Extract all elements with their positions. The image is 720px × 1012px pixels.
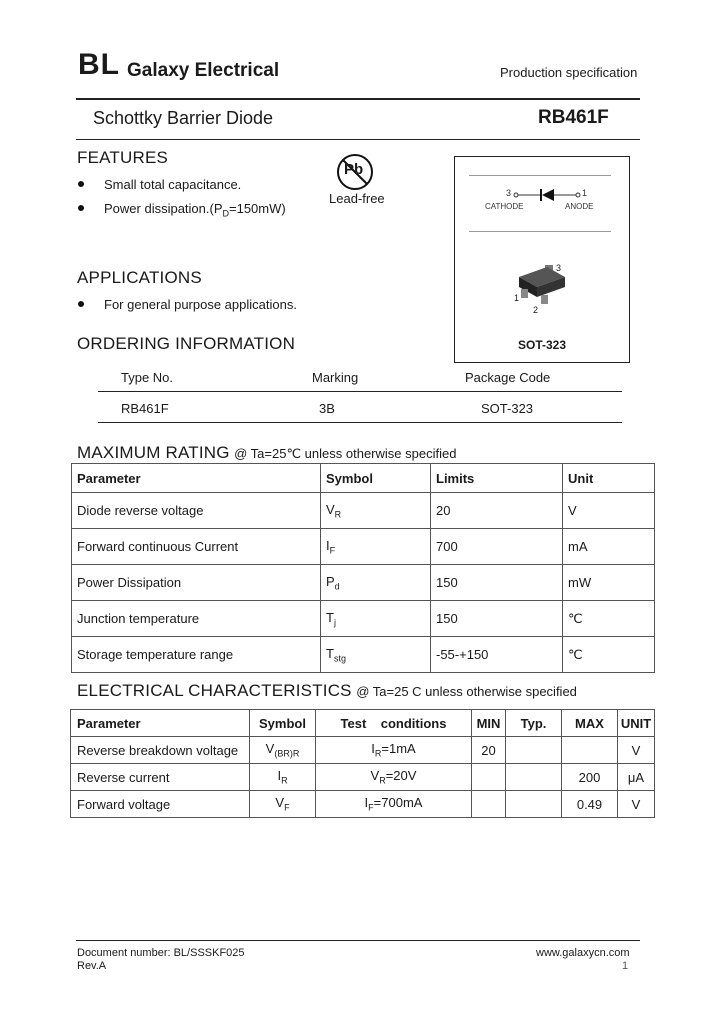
table-row xyxy=(72,637,655,673)
col-test-conditions: Test conditions xyxy=(316,710,472,737)
lead-free-icon: Pb xyxy=(335,152,375,192)
ordering-heading: ORDERING INFORMATION xyxy=(77,334,296,353)
ordering-rule-bottom xyxy=(98,422,622,423)
condition-cell: $I_F=700mA$ xyxy=(316,791,472,818)
cathode-label: CATHODE xyxy=(485,202,524,211)
max-rating-condition: @ Ta=25℃ unless otherwise specified xyxy=(234,446,457,461)
ordering-marking-value: 3B xyxy=(319,401,335,416)
max-rating-table xyxy=(71,463,655,673)
table-row xyxy=(71,791,655,818)
unit-cell: V xyxy=(563,493,655,529)
footer-divider xyxy=(76,940,640,941)
col-parameter: Parameter xyxy=(71,710,250,737)
max-cell: 200 xyxy=(562,764,618,791)
ordering-type-value: RB461F xyxy=(121,401,169,416)
symbol-cell: $V_R$ xyxy=(321,493,431,529)
symbol-cell: $I_R$ xyxy=(250,764,316,791)
ordering-rule-mid xyxy=(98,391,622,392)
table-row xyxy=(71,764,655,791)
symbol-cell: $P_d$ xyxy=(321,565,431,601)
ordering-col-marking: Marking xyxy=(312,370,359,385)
symbol-cell: $T_j$ xyxy=(321,601,431,637)
table-row xyxy=(72,601,655,637)
website-link[interactable]: www.galaxycn.com xyxy=(536,947,630,959)
features-heading: FEATURES xyxy=(77,148,169,167)
bullet-icon xyxy=(78,181,84,187)
symbol-cell: $V_F$ xyxy=(250,791,316,818)
condition-cell: $I_R=1mA$ xyxy=(316,737,472,764)
symbol-cell: $T_{stg}$ xyxy=(321,637,431,673)
param-cell: Forward continuous Current xyxy=(72,529,321,565)
max-rating-title xyxy=(77,443,456,463)
feature-item: Power $dissipation.(P_D=150mW)$ xyxy=(78,201,286,219)
condition-cell: $V_R=20V$ xyxy=(316,764,472,791)
col-limits: Limits xyxy=(431,464,563,493)
spec-label: Production specification xyxy=(500,65,638,80)
symbol-cell: $V_{(BR)R}$ xyxy=(250,737,316,764)
application-item: For general purpose applications. xyxy=(78,297,297,312)
applications-heading: APPLICATIONS xyxy=(77,268,202,287)
unit-cell: V xyxy=(618,737,655,764)
part-number: RB461F xyxy=(538,107,609,128)
document-number: Document number: BL/SSSKF025 xyxy=(77,947,245,959)
package-diagram-box xyxy=(454,156,630,363)
param-cell: Reverse breakdown voltage xyxy=(71,737,250,764)
title-divider xyxy=(76,139,640,140)
col-symbol: Symbol xyxy=(250,710,316,737)
col-unit: Unit xyxy=(563,464,655,493)
lead-free-label: Lead-free xyxy=(329,191,385,206)
revision: Rev.A xyxy=(77,960,107,972)
col-typ: Typ. xyxy=(506,710,562,737)
table-header-row xyxy=(71,710,655,737)
unit-cell: mA xyxy=(563,529,655,565)
col-min: MIN xyxy=(472,710,506,737)
limit-cell: 150 xyxy=(431,601,563,637)
header-divider xyxy=(76,98,640,100)
electrical-title xyxy=(77,681,577,701)
col-max: MAX xyxy=(562,710,618,737)
symbol-cell: $I_F$ xyxy=(321,529,431,565)
brand-logo: BL xyxy=(78,48,120,81)
min-cell xyxy=(472,764,506,791)
param-cell: Forward voltage xyxy=(71,791,250,818)
unit-cell: μA xyxy=(618,764,655,791)
electrical-condition: @ Ta=25 C unless otherwise specified xyxy=(356,684,577,699)
bullet-icon xyxy=(78,301,84,307)
max-cell xyxy=(562,737,618,764)
limit-cell: 150 xyxy=(431,565,563,601)
param-cell: Power Dissipation xyxy=(72,565,321,601)
diode-symbol-icon xyxy=(510,188,590,202)
pin3-label: 3 xyxy=(506,188,512,198)
limit-cell: 20 xyxy=(431,493,563,529)
table-row xyxy=(72,529,655,565)
table-header-row xyxy=(72,464,655,493)
table-row xyxy=(72,565,655,601)
min-cell: 20 xyxy=(472,737,506,764)
limit-cell: -55-+150 xyxy=(431,637,563,673)
sot323-package-icon xyxy=(513,261,573,307)
brand-name: Galaxy Electrical xyxy=(127,60,280,81)
col-symbol: Symbol xyxy=(321,464,431,493)
feature-item: Small total capacitance. xyxy=(78,177,241,192)
max-cell: 0.49 xyxy=(562,791,618,818)
table-row xyxy=(71,737,655,764)
param-cell: Diode reverse voltage xyxy=(72,493,321,529)
ordering-col-package: Package Code xyxy=(465,370,551,385)
box-rule-top xyxy=(469,175,611,176)
col-unit: UNIT xyxy=(618,710,655,737)
unit-cell: ℃ xyxy=(563,601,655,637)
pin1-label: 1 xyxy=(582,188,588,198)
bullet-icon xyxy=(78,205,84,211)
param-cell: Storage temperature range xyxy=(72,637,321,673)
anode-label: ANODE xyxy=(565,202,594,211)
lead3-label: 3 xyxy=(556,263,562,273)
page-number: 1 xyxy=(622,960,629,972)
lead1-label: 1 xyxy=(514,293,520,303)
max-rating-heading: MAXIMUM RATING xyxy=(77,443,230,462)
electrical-table xyxy=(70,709,655,818)
box-rule-bottom xyxy=(469,231,611,232)
unit-cell: ℃ xyxy=(563,637,655,673)
table-row xyxy=(72,493,655,529)
typ-cell xyxy=(506,764,562,791)
unit-cell: mW xyxy=(563,565,655,601)
limit-cell: 700 xyxy=(431,529,563,565)
ordering-package-value: SOT-323 xyxy=(481,401,534,416)
product-title: Schottky Barrier Diode xyxy=(93,108,274,128)
param-cell: Reverse current xyxy=(71,764,250,791)
ordering-col-type: Type No. xyxy=(121,370,174,385)
param-cell: Junction temperature xyxy=(72,601,321,637)
typ-cell xyxy=(506,737,562,764)
unit-cell: V xyxy=(618,791,655,818)
lead2-label: 2 xyxy=(533,305,539,315)
package-name: SOT-323 xyxy=(518,338,567,352)
min-cell xyxy=(472,791,506,818)
typ-cell xyxy=(506,791,562,818)
col-parameter: Parameter xyxy=(72,464,321,493)
electrical-heading: ELECTRICAL CHARACTERISTICS xyxy=(77,681,352,700)
